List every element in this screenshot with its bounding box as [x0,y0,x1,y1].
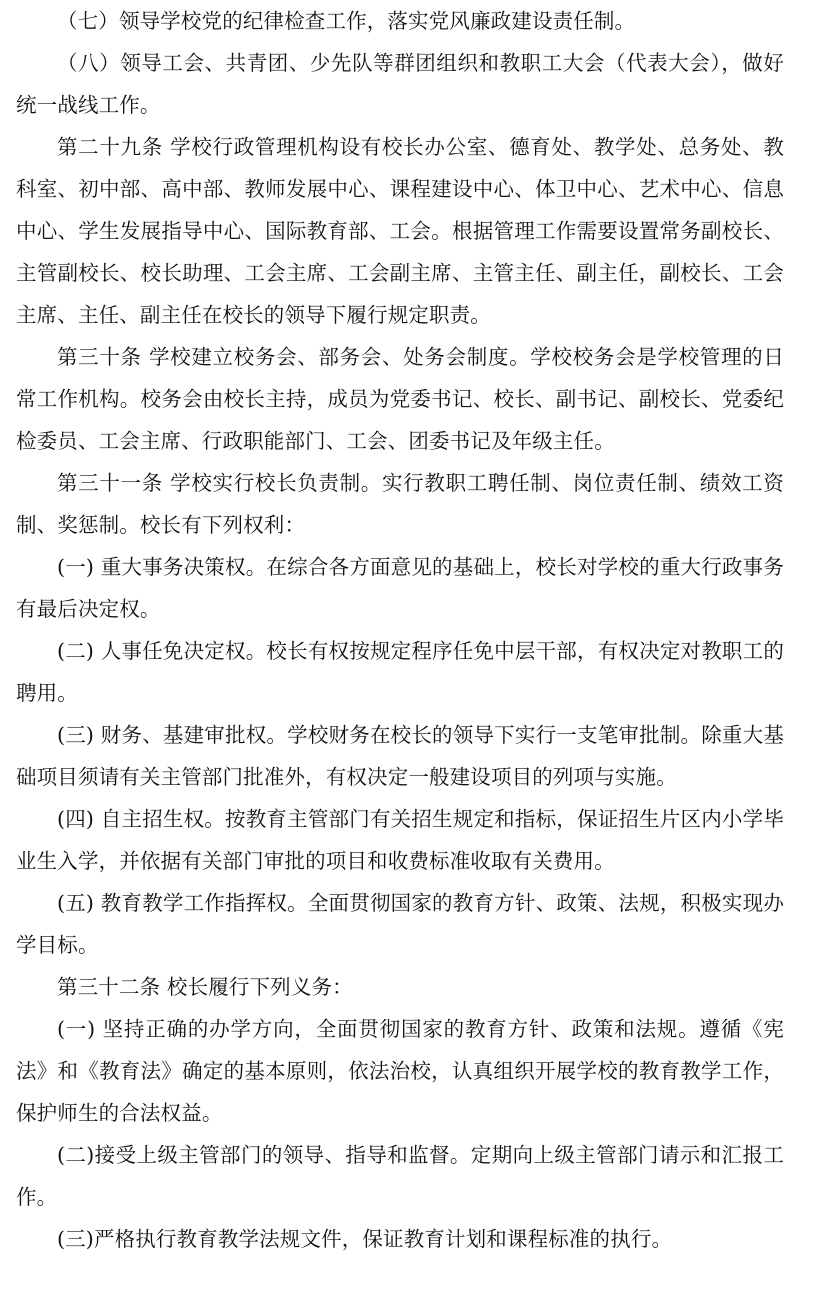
paragraph-duty-2: (二)接受上级主管部门的领导、指导和监督。定期向上级主管部门请示和汇报工作。 [16,1143,784,1209]
paragraph-duty-1: (一) 坚持正确的办学方向，全面贯彻国家的教育方针、政策和法规。遵循《宪法》和《教育法》确定的基本原则，依法治校，认真组织开展学校的教育教学工作，保护师生的合法权益。 [16,1017,784,1125]
paragraph-right-2: (二) 人事任免决定权。校长有权按规定程序任免中层干部，有权决定对教职工的聘用。 [16,639,784,705]
paragraph-item-8: （八）领导工会、共青团、少先队等群团组织和教职工大会（代表大会），做好统一战线工作。 [16,51,784,117]
paragraph-right-1: (一) 重大事务决策权。在综合各方面意见的基础上，校长对学校的重大行政事务有最后决定权。 [16,555,784,621]
document-page [16,0,784,1260]
paragraph-right-5: (五) 教育教学工作指挥权。全面贯彻国家的教育方针、政策、法规，积极实现办学目标。 [16,891,784,957]
paragraph-right-4: (四) 自主招生权。按教育主管部门有关招生规定和指标，保证招生片区内小学毕业生入学，并依据有关部门审批的项目和收费标准收取有关费用。 [16,807,784,873]
paragraph-article-30: 第三十条 学校建立校务会、部务会、处务会制度。学校校务会是学校管理的日常工作机构。校务会由校长主持，成员为党委书记、校长、副书记、副校长、党委纪检委员、工会主席、行政职能部门、工会、团委书记及年级主任。 [16,345,784,453]
paragraph-article-29: 第二十九条 学校行政管理机构设有校长办公室、德育处、教学处、总务处、教科室、初中部、高中部、教师发展中心、课程建设中心、体卫中心、艺术中心、信息中心、学生发展指导中心、国际教育部、工会。根据管理工作需要设置常务副校长、主管副校长、校长助理、工会主席、工会副主席、主管主任、副主任，副校长、工会主席、主任、副主任在校长的领导下履行规定职责。 [16,135,784,327]
paragraph-item-7: （七）领导学校党的纪律检查工作，落实党风廉政建设责任制。 [57,9,636,33]
paragraph-article-32: 第三十二条 校长履行下列义务： [57,975,353,999]
paragraph-duty-3: (三)严格执行教育教学法规文件，保证教育计划和课程标准的执行。 [57,1227,673,1251]
paragraph-right-3: (三) 财务、基建审批权。学校财务在校长的领导下实行一支笔审批制。除重大基础项目须请有关主管部门批准外，有权决定一般建设项目的列项与实施。 [16,723,784,789]
paragraph-article-31: 第三十一条 学校实行校长负责制。实行教职工聘任制、岗位责任制、绩效工资制、奖惩制。校长有下列权利： [16,471,784,537]
